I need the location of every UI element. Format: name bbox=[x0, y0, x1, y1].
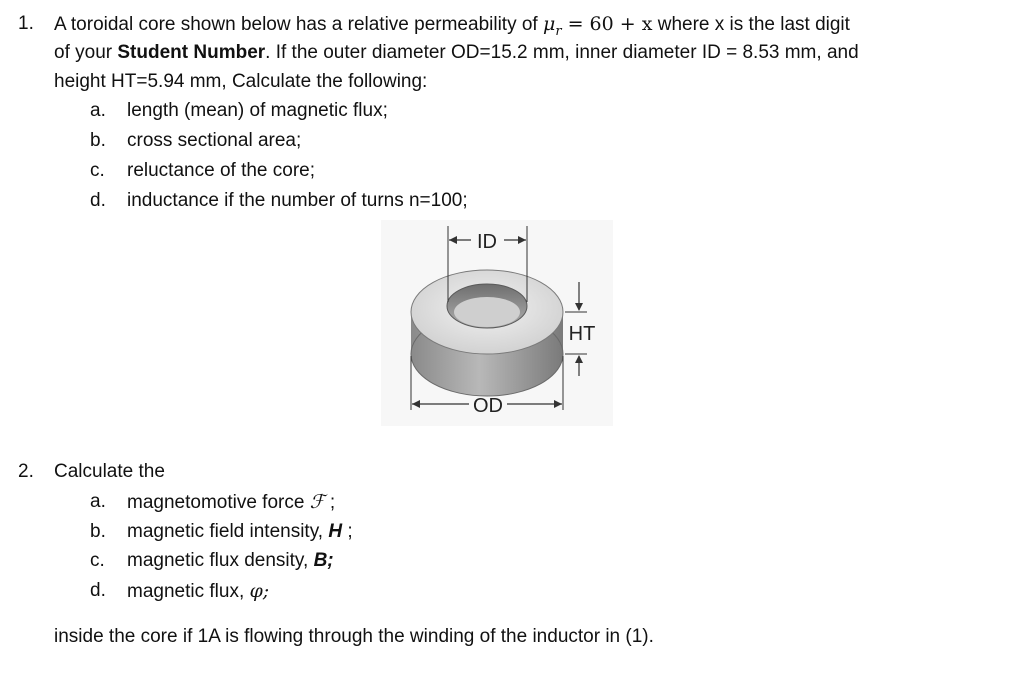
q2-item-b-end: ; bbox=[342, 521, 353, 542]
question-2-closing: inside the core if 1A is flowing through the winding of the inductor in (1). bbox=[54, 626, 654, 647]
q2-item-d-letter: d. bbox=[90, 580, 106, 601]
q1-item-b-text: cross sectional area; bbox=[127, 130, 302, 151]
od-label: OD bbox=[473, 395, 503, 417]
b-symbol: B; bbox=[313, 550, 334, 571]
q2-item-d bbox=[127, 579, 269, 604]
q2-item-a bbox=[127, 490, 335, 515]
h-symbol: H bbox=[328, 521, 343, 542]
question-2-number: 2. bbox=[18, 461, 34, 482]
q2-item-d-text: magnetic flux, bbox=[127, 581, 250, 602]
toroid-figure bbox=[381, 220, 613, 426]
id-label: ID bbox=[477, 231, 497, 253]
mmf-symbol: ℱ bbox=[309, 491, 325, 513]
q2-item-b-letter: b. bbox=[90, 521, 106, 542]
q1-item-c-letter: c. bbox=[90, 160, 105, 181]
question-2-intro: Calculate the bbox=[54, 461, 165, 482]
q2-item-a-end: ; bbox=[324, 492, 336, 513]
q2-item-c bbox=[127, 549, 334, 573]
q2-item-b-text: magnetic field intensity, bbox=[127, 521, 329, 542]
question-1-line-2 bbox=[54, 41, 859, 65]
question-1-line-1 bbox=[54, 12, 850, 44]
ht-label: HT bbox=[568, 323, 596, 345]
q2-item-c-letter: c. bbox=[90, 550, 105, 571]
mu-equation: = 60 + x bbox=[561, 13, 653, 35]
q2-item-b bbox=[127, 520, 353, 544]
student-number-bold: Student Number bbox=[117, 42, 266, 63]
question-1-line-3: height HT=5.94 mm, Calculate the following: bbox=[54, 71, 428, 92]
q1-item-d-letter: d. bbox=[90, 190, 106, 211]
q1-item-d-text: inductance if the number of turns n=100; bbox=[127, 190, 468, 211]
q2-item-a-text: magnetomotive force bbox=[127, 492, 310, 513]
q2-item-a-letter: a. bbox=[90, 491, 106, 512]
q2-item-c-text: magnetic flux density, bbox=[127, 550, 314, 571]
toroid-diagram bbox=[381, 220, 613, 426]
q1-item-b-letter: b. bbox=[90, 130, 106, 151]
q1-item-c-text: reluctance of the core; bbox=[127, 160, 315, 181]
q1-item-a-letter: a. bbox=[90, 100, 106, 121]
phi-symbol: φ; bbox=[249, 580, 270, 602]
q1-line2-start: of your bbox=[54, 42, 118, 63]
q1-line2-end: . If the outer diameter OD=15.2 mm, inner diameter ID = 8.53 mm, and bbox=[265, 42, 859, 63]
mu-symbol: μ bbox=[542, 13, 556, 35]
mu-subscript: r bbox=[555, 23, 562, 39]
q1-item-a-text: length (mean) of magnetic flux; bbox=[127, 100, 388, 121]
q1-line1-end: where x is the last digit bbox=[652, 14, 850, 35]
toroid-hole-inner bbox=[454, 297, 520, 327]
q1-line1-text: A toroidal core shown below has a relative permeability of bbox=[54, 14, 543, 35]
question-1-number: 1. bbox=[18, 13, 34, 34]
